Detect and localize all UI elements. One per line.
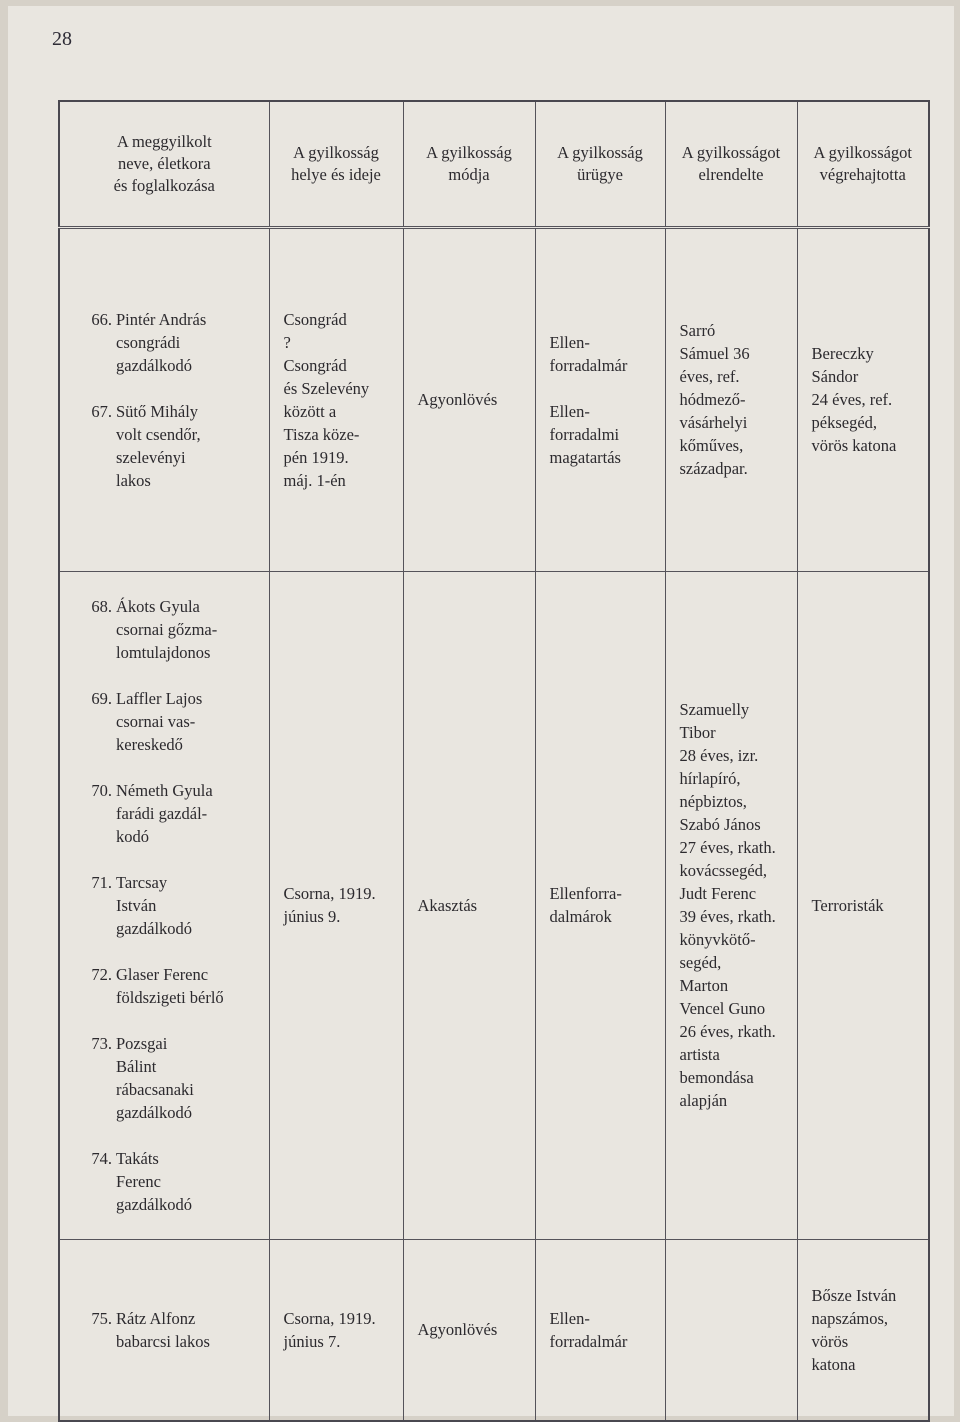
- victim-entry: [78, 871, 263, 940]
- victim-line: csornai gőzma-: [116, 619, 218, 639]
- victim-number: 72.: [91, 964, 112, 984]
- victim-line: Laffler Lajos: [116, 688, 203, 708]
- header-ordered-by: A gyilkosságot elrendelte: [665, 101, 797, 227]
- victim-line: Rátz Alfonz: [116, 1308, 196, 1328]
- victim-entry: [78, 400, 263, 492]
- victims-cell: [59, 1239, 269, 1421]
- victim-line: csongrádi: [116, 332, 181, 352]
- victim-line: lomtulajdonos: [116, 642, 211, 662]
- header-pretext: A gyilkosság ürügye: [535, 101, 665, 227]
- victim-line: farádi gazdál-: [116, 803, 208, 823]
- victim-line: Bálint: [116, 1056, 157, 1076]
- executed-by-cell: Bereczky Sándor 24 éves, ref. péksegéd, vörös katona: [797, 227, 929, 571]
- header-victim: A meggyilkolt neve, életkora és foglalkozása: [59, 101, 269, 227]
- document-page: [8, 6, 954, 1416]
- place-time-cell: Csorna, 1919. június 7.: [269, 1239, 403, 1421]
- place-time-cell: Csongrád ? Csongrád és Szelevény között a Tisza köze- pén 1919. máj. 1-én: [269, 227, 403, 571]
- victim-number: 66.: [91, 309, 112, 329]
- victim-line: Ákots Gyula: [116, 596, 200, 616]
- victims-cell: [59, 571, 269, 1239]
- victim-line: Tarcsay: [116, 872, 168, 892]
- victim-line: gazdálkodó: [116, 1102, 193, 1122]
- victim-line: gazdálkodó: [116, 355, 193, 375]
- victim-line: kodó: [116, 826, 149, 846]
- victim-entry: [78, 779, 263, 848]
- victim-line: gazdálkodó: [116, 918, 193, 938]
- victim-line: Glaser Ferenc: [116, 964, 209, 984]
- victim-line: csornai vas-: [116, 711, 196, 731]
- victim-line: Pozsgai: [116, 1033, 168, 1053]
- table-row: [59, 227, 929, 571]
- victim-number: 70.: [91, 780, 112, 800]
- table-row: [59, 1239, 929, 1421]
- executed-by-cell: Bősze István napszámos, vörös katona: [797, 1239, 929, 1421]
- victim-line: Takáts: [116, 1148, 159, 1168]
- victims-cell: [59, 227, 269, 571]
- method-cell: Agyonlövés: [403, 227, 535, 571]
- victim-line: szelevényi: [116, 447, 186, 467]
- table-header-row: [59, 101, 929, 227]
- ordered-by-cell: [665, 1239, 797, 1421]
- pretext-cell: Ellenforra- dalmárok: [535, 571, 665, 1239]
- ordered-by-cell: Szamuelly Tibor 28 éves, izr. hírlapíró, népbiztos, Szabó János 27 éves, rkath. kovácssegéd, Judt Ferenc 39 éves, rkath. könyvkötő- segéd, Marton Vencel Guno 26 éves, rkath. artista bemondása alapján: [665, 571, 797, 1239]
- victim-entry: [78, 1307, 263, 1353]
- victim-entry: [78, 963, 263, 1009]
- victim-entry: [78, 308, 263, 377]
- victim-number: 68.: [91, 596, 112, 616]
- victim-entry: [78, 595, 263, 664]
- victim-line: Sütő Mihály: [116, 401, 199, 421]
- victim-number: 69.: [91, 688, 112, 708]
- victim-line: lakos: [116, 470, 151, 490]
- pretext-cell: Ellen- forradalmár: [535, 1239, 665, 1421]
- pretext-cell: Ellen- forradalmár Ellen- forradalmi magatartás: [535, 227, 665, 571]
- victim-line: földszigeti bérlő: [116, 987, 224, 1007]
- place-time-cell: Csorna, 1919. június 9.: [269, 571, 403, 1239]
- victim-number: 67.: [91, 401, 112, 421]
- page-number: 28: [52, 28, 72, 50]
- victim-line: volt csendőr,: [116, 424, 201, 444]
- victim-line: rábacsanaki: [116, 1079, 194, 1099]
- victim-number: 75.: [91, 1308, 112, 1328]
- victim-number: 71.: [91, 872, 112, 892]
- header-method: A gyilkosság módja: [403, 101, 535, 227]
- header-place-time: A gyilkosság helye és ideje: [269, 101, 403, 227]
- ordered-by-cell: Sarró Sámuel 36 éves, ref. hódmező- vásárhelyi kőműves, századpar.: [665, 227, 797, 571]
- method-cell: Agyonlövés: [403, 1239, 535, 1421]
- victim-entry: [78, 1147, 263, 1216]
- method-cell: Akasztás: [403, 571, 535, 1239]
- victim-entry: [78, 1032, 263, 1124]
- header-executed-by: A gyilkosságot végrehajtotta: [797, 101, 929, 227]
- victim-line: Németh Gyula: [116, 780, 213, 800]
- victim-line: babarcsi lakos: [116, 1331, 210, 1351]
- victim-line: Ferenc: [116, 1171, 161, 1191]
- victim-line: gazdálkodó: [116, 1194, 193, 1214]
- victim-number: 74.: [91, 1148, 112, 1168]
- victim-entry: [78, 687, 263, 756]
- victim-line: Pintér András: [116, 309, 207, 329]
- table-row: [59, 571, 929, 1239]
- victim-number: 73.: [91, 1033, 112, 1053]
- victim-line: kereskedő: [116, 734, 183, 754]
- victim-line: István: [116, 895, 157, 915]
- executed-by-cell: Terroristák: [797, 571, 929, 1239]
- victims-table: [58, 100, 930, 1422]
